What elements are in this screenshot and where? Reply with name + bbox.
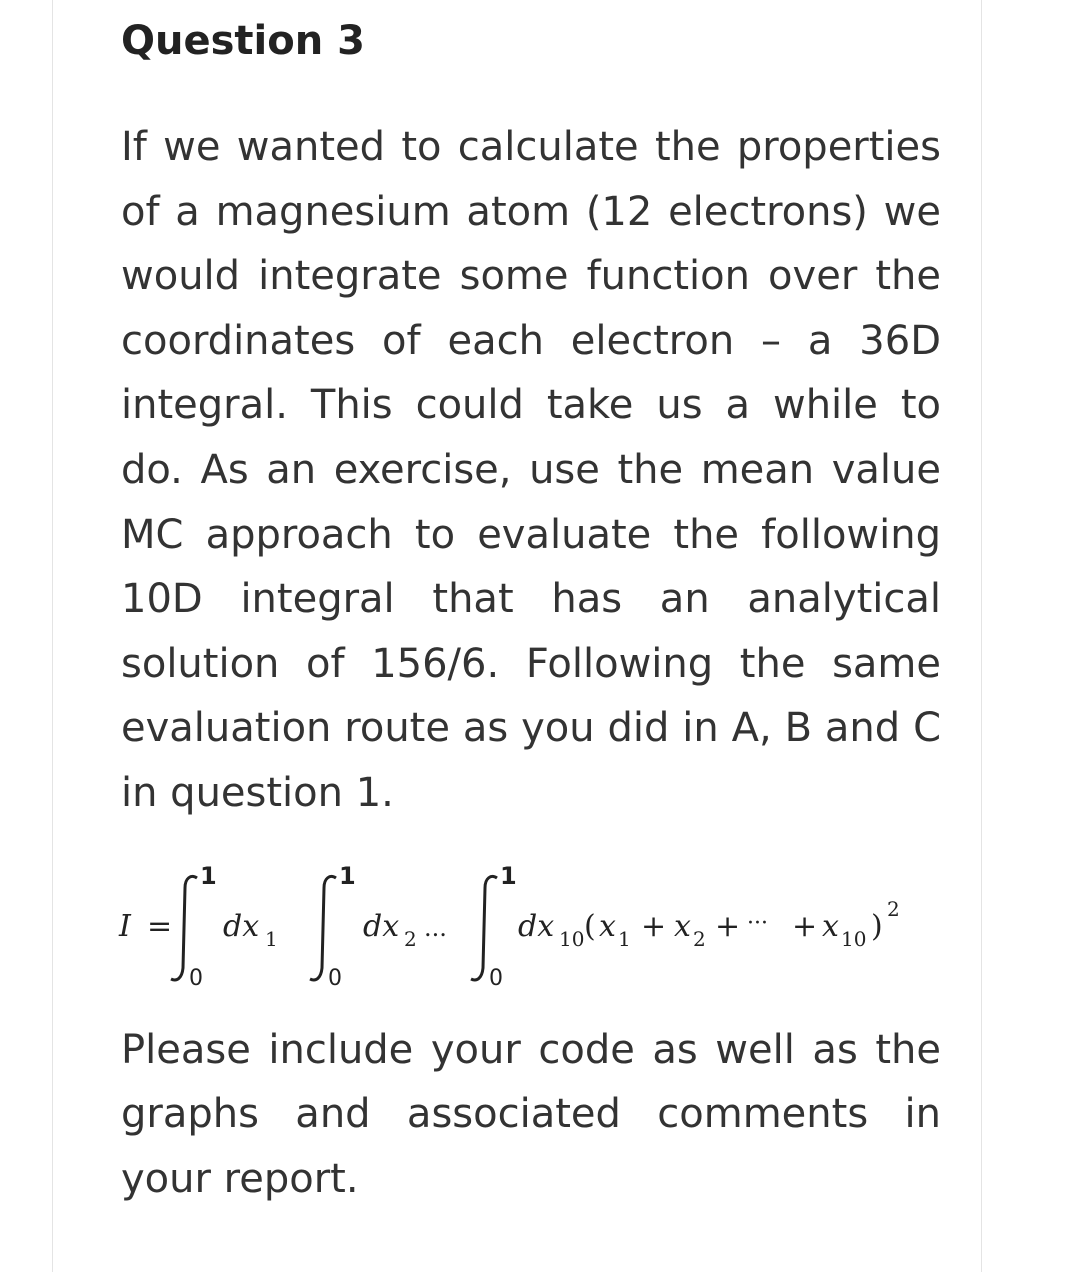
- eq-dx1: dx: [223, 908, 260, 944]
- eq-x1: x: [599, 908, 616, 944]
- eq-sub1: 1: [265, 926, 278, 951]
- eq-dx2: dx: [363, 908, 400, 944]
- eq-open-paren: (: [584, 908, 596, 944]
- eq-x2-sub: 2: [693, 926, 706, 951]
- eq-upper-limit-1: 1: [200, 861, 217, 890]
- question-title: Question 3: [121, 18, 365, 64]
- integral-sign-1: [171, 876, 197, 980]
- eq-x2: x: [674, 908, 691, 944]
- eq-equals: =: [147, 908, 173, 944]
- integral-equation-svg: [121, 858, 941, 1018]
- eq-plus3: +: [792, 908, 818, 944]
- eq-x10-sub: 10: [841, 926, 867, 951]
- question-content: [121, 0, 941, 1211]
- integral-sign-2: [310, 876, 336, 980]
- eq-ellipsis: ...: [424, 913, 447, 942]
- eq-upper-limit-2: 1: [339, 861, 356, 890]
- eq-lhs: I: [119, 908, 131, 944]
- question-body-paragraph: If we wanted to calculate the properties of a magnesium atom (12 electrons) we would integrate some function over the coordinates of each electron – a 36D integral. This could take us a while to do. As an exercise, use the mean value MC approach to evaluate the following 10D integral that has an analytical solution of 156/6. Following the same evaluation route as you did in A, B and C in question 1.: [121, 124, 941, 816]
- eq-x10: x: [822, 908, 839, 944]
- eq-lower-limit-1: 0: [189, 965, 203, 991]
- eq-x1-sub: 1: [618, 926, 631, 951]
- eq-dx10: dx: [518, 908, 555, 944]
- integral-sign-3: [471, 876, 497, 980]
- eq-lower-limit-3: 0: [489, 965, 503, 991]
- eq-plus2: +: [715, 908, 741, 944]
- integral-equation: [121, 858, 941, 1018]
- eq-sub10: 10: [559, 926, 585, 951]
- eq-upper-limit-3: 1: [500, 861, 517, 890]
- eq-power: 2: [887, 896, 900, 921]
- eq-lower-limit-2: 0: [328, 965, 342, 991]
- eq-cdots: ···: [747, 910, 768, 936]
- closing-paragraph: Please include your code as well as the graphs and associated comments in your report.: [121, 1026, 941, 1202]
- eq-plus1: +: [641, 908, 667, 944]
- eq-close-paren: ): [871, 908, 883, 944]
- eq-sub2: 2: [404, 926, 417, 951]
